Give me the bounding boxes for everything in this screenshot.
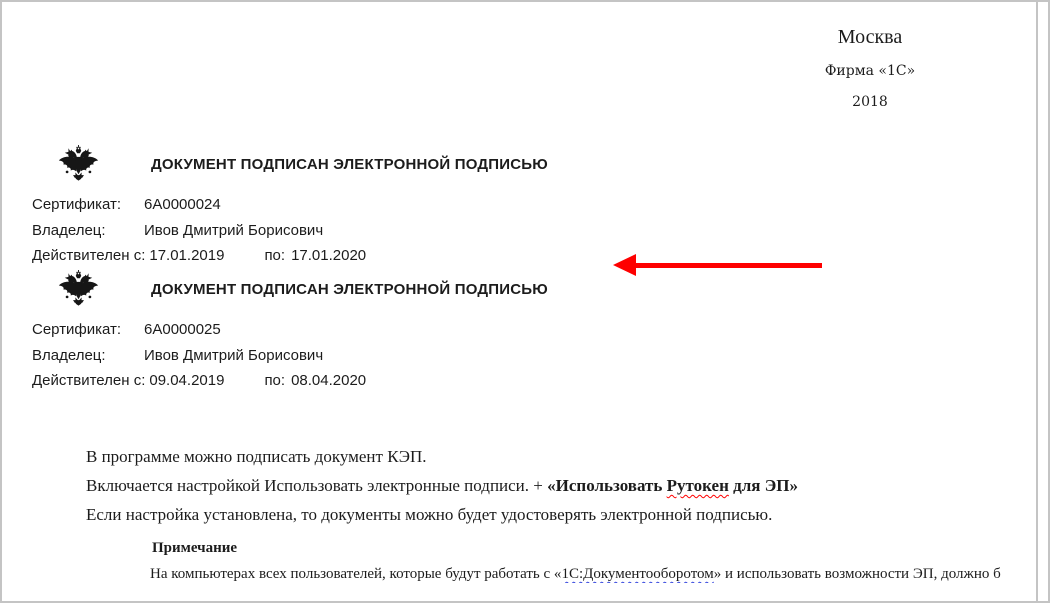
valid-from-label: Действителен с: bbox=[32, 372, 146, 389]
body-paragraph-1: В программе можно подписать документ КЭП. bbox=[86, 447, 427, 466]
document-header bbox=[788, 2, 952, 132]
valid-to-date: 08.04.2020 bbox=[291, 372, 367, 389]
valid-from-date: 17.01.2019 bbox=[149, 247, 225, 264]
body-paragraph-3: Если настройка установлена, то документы можно будет удостоверять электронной подписью. bbox=[86, 505, 773, 524]
valid-to-date: 17.01.2020 bbox=[291, 247, 367, 264]
stamp-title: ДОКУМЕНТ ПОДПИСАН ЭЛЕКТРОННОЙ ПОДПИСЬЮ bbox=[151, 281, 548, 298]
header-firm: Фирма «1С» bbox=[824, 63, 916, 79]
body-paragraph-2-bold-close: для ЭП» bbox=[728, 476, 798, 495]
valid-from-label: Действителен с: bbox=[32, 247, 146, 264]
certificate-label: Сертификат: bbox=[32, 196, 122, 213]
body-paragraph-2-bold-open: «Использовать bbox=[547, 476, 667, 495]
misspelled-word: Рутокен bbox=[666, 476, 729, 495]
signature-stamp-2 bbox=[2, 268, 642, 390]
coat-of-arms-eagle-icon bbox=[55, 270, 102, 312]
note-text-before: На компьютерах всех пользователей, которые будут работать с « bbox=[150, 566, 562, 582]
page-right-edge-line bbox=[1036, 2, 1038, 601]
valid-to-label: по: bbox=[264, 247, 286, 264]
header-year: 2018 bbox=[852, 94, 888, 110]
signature-stamp-1 bbox=[2, 143, 642, 265]
note-paragraph bbox=[150, 566, 1032, 583]
body-paragraph-2-regular: Включается настройкой Использовать электронные подписи. + bbox=[86, 476, 548, 495]
owner-label: Владелец: bbox=[32, 347, 106, 364]
certificate-value: 6А0000024 bbox=[144, 196, 221, 213]
coat-of-arms-eagle-icon bbox=[55, 145, 102, 187]
header-city: Москва bbox=[837, 26, 903, 48]
certificate-value: 6А0000025 bbox=[144, 321, 221, 338]
stamp-title: ДОКУМЕНТ ПОДПИСАН ЭЛЕКТРОННОЙ ПОДПИСЬЮ bbox=[151, 156, 548, 173]
owner-label: Владелец: bbox=[32, 222, 106, 239]
note-title: Примечание bbox=[152, 540, 238, 556]
valid-to-label: по: bbox=[264, 372, 286, 389]
owner-value: Ивов Дмитрий Борисович bbox=[144, 222, 324, 239]
body-paragraph-2 bbox=[86, 476, 798, 496]
valid-from-date: 09.04.2019 bbox=[149, 372, 225, 389]
certificate-label: Сертификат: bbox=[32, 321, 122, 338]
owner-value: Ивов Дмитрий Борисович bbox=[144, 347, 324, 364]
arrow-shaft bbox=[633, 263, 822, 268]
grammar-marked-phrase: 1С:Документооборотом bbox=[561, 566, 714, 582]
note-text-after: » и использовать возможности ЭП, должно б bbox=[713, 566, 1001, 582]
